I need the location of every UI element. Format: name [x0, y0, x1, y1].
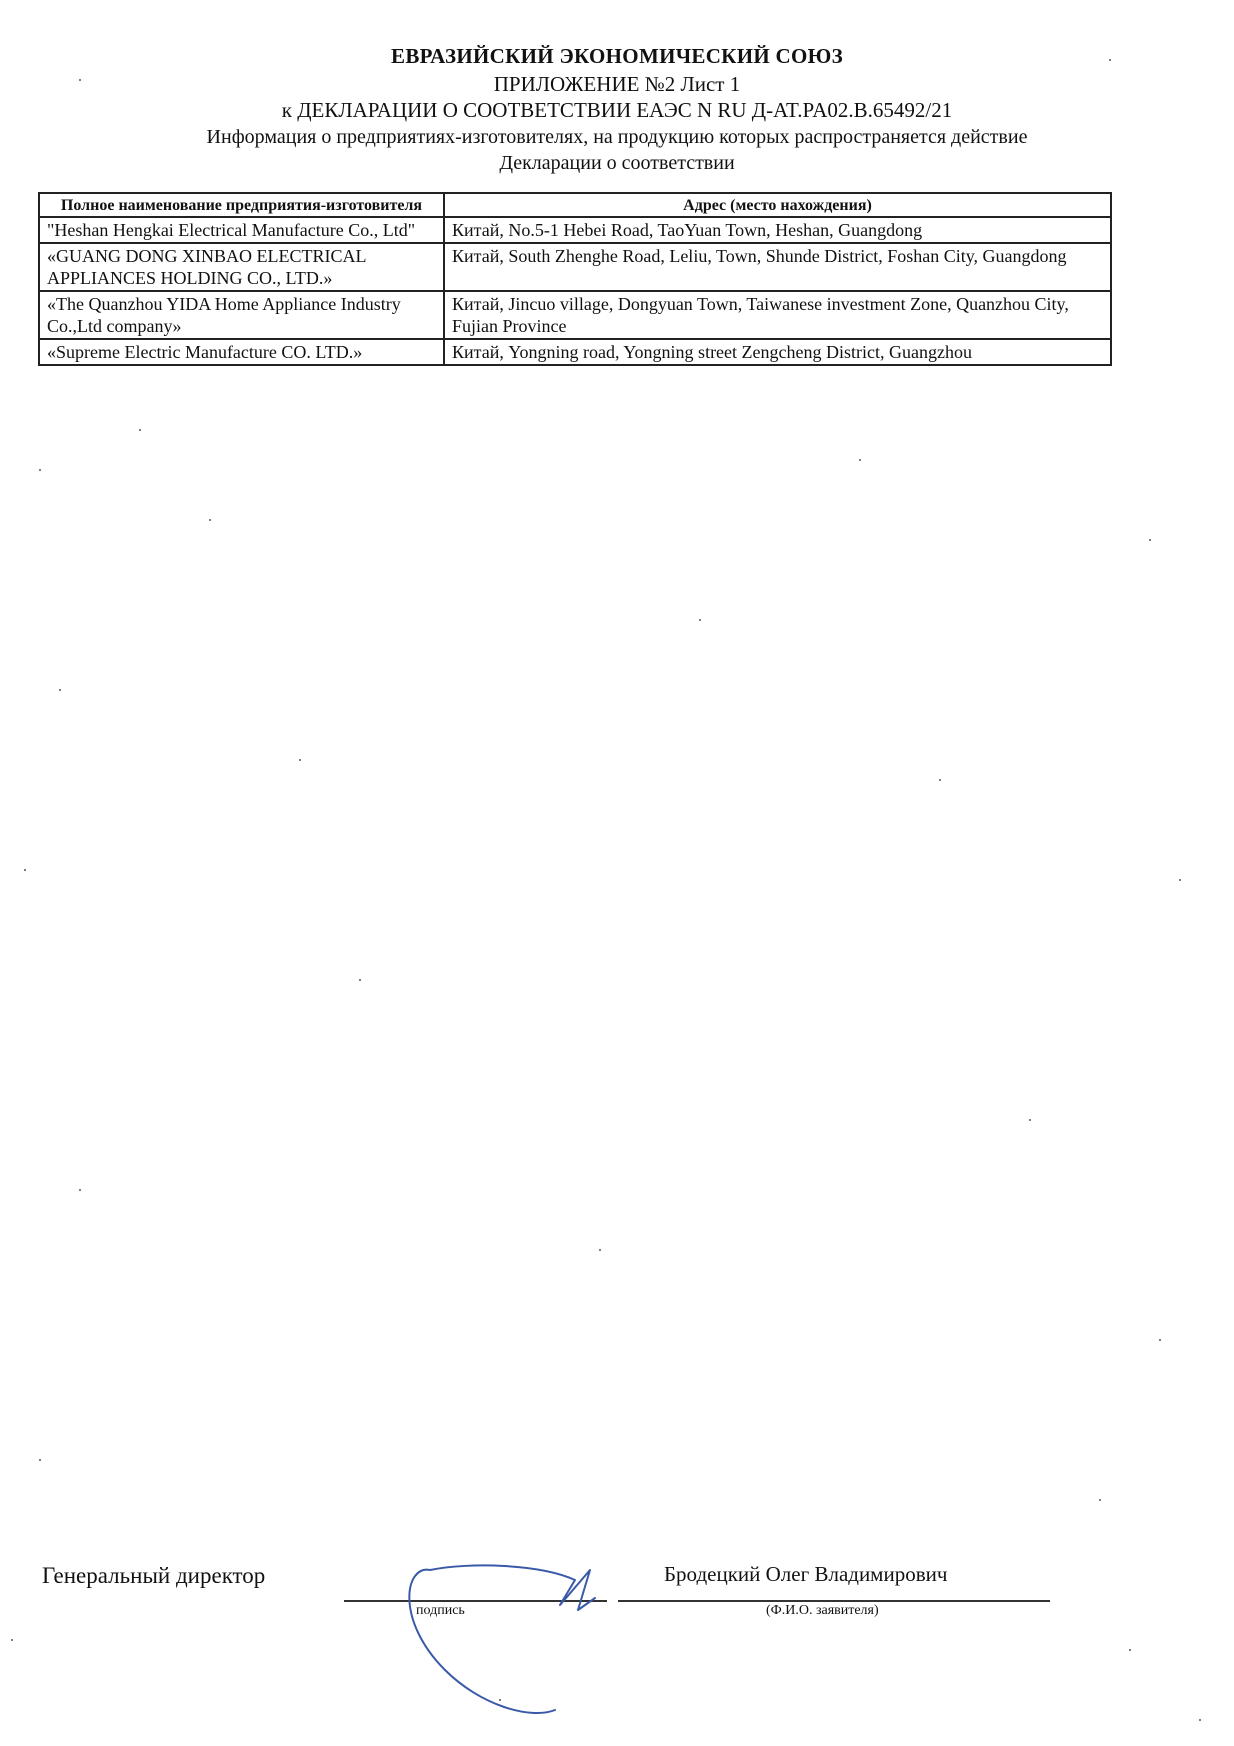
table-row	[39, 291, 1111, 339]
info-line-1: Информация о предприятиях-изготовителях, на продукцию которых распространяется действие	[206, 126, 1028, 148]
table-row	[39, 217, 1111, 243]
manufacturer-address: Китай, South Zhenghe Road, Leliu, Town, Shunde District, Foshan City, Guangdong	[444, 243, 1111, 291]
column-header-address: Адрес (место нахождения)	[444, 193, 1111, 217]
info-line-2: Декларации о соответствии	[499, 152, 735, 174]
name-caption: (Ф.И.О. заявителя)	[766, 1603, 879, 1618]
signatory-position: Генеральный директор	[42, 1563, 266, 1588]
manufacturer-name: «GUANG DONG XINBAO ELECTRICAL APPLIANCES HOLDING CO., LTD.»	[39, 243, 444, 291]
union-title: ЕВРАЗИЙСКИЙ ЭКОНОМИЧЕСКИЙ СОЮЗ	[391, 44, 843, 68]
column-header-name: Полное наименование предприятия-изготовителя	[39, 193, 444, 217]
manufacturer-name: «The Quanzhou YIDA Home Appliance Industry Co.,Ltd company»	[39, 291, 444, 339]
signature-caption: подпись	[416, 1603, 465, 1618]
declaration-reference: к ДЕКЛАРАЦИИ О СООТВЕТСТВИИ ЕАЭС N RU Д-AT.PA02.B.65492/21	[281, 98, 953, 122]
manufacturer-address: Китай, Yongning road, Yongning street Zengcheng District, Guangzhou	[444, 339, 1111, 365]
manufacturer-address: Китай, No.5-1 Hebei Road, TaoYuan Town, Heshan, Guangdong	[444, 217, 1111, 243]
appendix-title: ПРИЛОЖЕНИЕ №2 Лист 1	[493, 72, 741, 96]
table-row	[39, 339, 1111, 365]
manufacturer-name: "Heshan Hengkai Electrical Manufacture Co., Ltd"	[39, 217, 444, 243]
name-line	[618, 1600, 1050, 1602]
manufacturer-name: «Supreme Electric Manufacture CO. LTD.»	[39, 339, 444, 365]
manufacturer-address: Китай, Jincuo village, Dongyuan Town, Taiwanese investment Zone, Quanzhou City, Fujian Province	[444, 291, 1111, 339]
table-row	[39, 243, 1111, 291]
handwritten-signature	[400, 1560, 610, 1720]
signatory-full-name: Бродецкий Олег Владимирович	[664, 1562, 948, 1586]
manufacturers-table	[38, 192, 1112, 366]
table-header-row	[39, 193, 1111, 217]
